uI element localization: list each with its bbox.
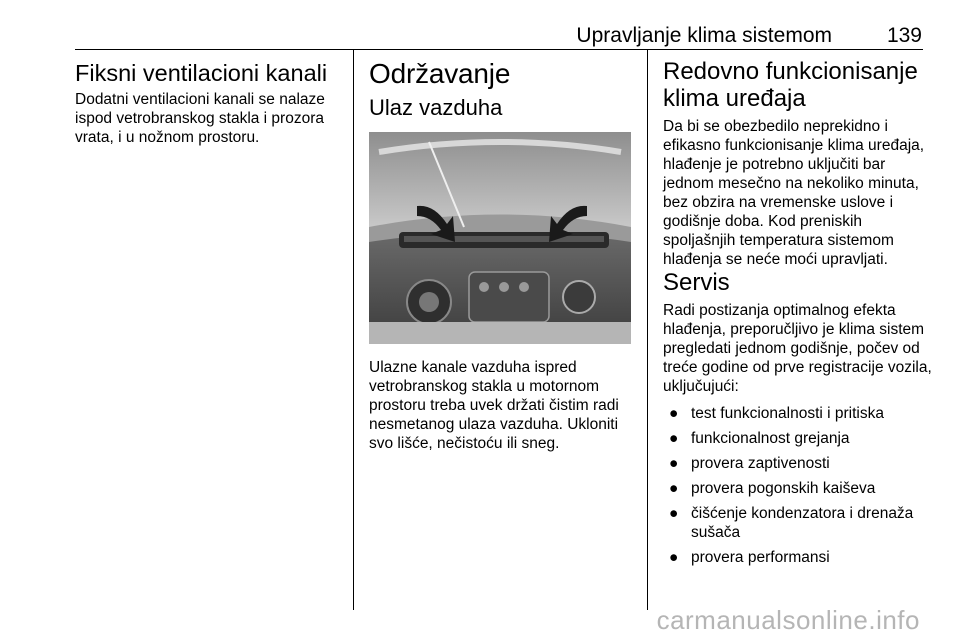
- column-divider-2: [647, 50, 648, 610]
- list-item: ● čišćenje kondenzatora i drenaža sušača: [669, 505, 914, 541]
- section-heading-regular-operation: Redovno funkcionisanje klima uređaja: [663, 58, 918, 112]
- bullet-icon: ●: [669, 480, 679, 497]
- section-heading-fixed-vents: Fiksni ventilacioni kanali: [75, 60, 328, 86]
- column-divider-1: [353, 50, 354, 610]
- service-text: Radi postizanja optimalnog efekta hlađenja, preporučljivo je klima sistem pregledati jednom godišnje, počev od treće godine od prve registracije vozila, uključujući:: [663, 302, 932, 395]
- engine-bay-photo: [369, 132, 631, 344]
- section-heading-service: Servis: [663, 269, 730, 296]
- header-divider: [75, 49, 923, 50]
- watermark: carmanualsonline.info: [656, 605, 920, 635]
- regular-operation-text: Da bi se obezbedilo neprekidno i efikasno funkcionisanje klima uređaja, hlađenje je potrebno uključiti bar jednom mesečno na nekoliko minuta, bez obzira na vremenske uslove i godišnje doba. Kod preniskih spoljašnjih temperatura sistemom hlađenja se neće moći upravljati.: [663, 118, 925, 268]
- bullet-icon: ●: [669, 455, 679, 472]
- list-item: ● provera pogonskih kaiševa: [669, 480, 876, 497]
- bullet-icon: ●: [669, 405, 679, 422]
- bullet-icon: ●: [669, 505, 679, 522]
- subheading-air-intake: Ulaz vazduha: [369, 95, 503, 120]
- page-number: 139: [886, 24, 922, 47]
- list-item: ● provera performansi: [669, 549, 830, 566]
- list-item: ● test funkcionalnosti i pritiska: [669, 405, 884, 422]
- column-3: [663, 58, 933, 573]
- fixed-vents-text: Dodatni ventilacioni kanali se nalaze ispod vetrobranskog stakla i prozora vrata, i u nožnom prostoru.: [75, 91, 325, 146]
- list-item: ● funkcionalnost grejanja: [669, 430, 850, 447]
- air-intake-text: Ulazne kanale vazduha ispred vetrobranskog stakla u motornom prostoru treba uvek držati čistim radi nesmetanog ulaza vazduha. Ukloniti svo lišće, nečistoću ili sneg.: [369, 359, 619, 452]
- list-item: ● provera zaptivenosti: [669, 455, 830, 472]
- column-2: [369, 58, 635, 453]
- bullet-icon: ●: [669, 430, 679, 447]
- service-checklist: [663, 404, 933, 567]
- section-heading-maintenance: Održavanje: [369, 58, 511, 89]
- running-header-title: Upravljanje klima sistemom: [576, 24, 832, 47]
- bullet-icon: ●: [669, 549, 679, 566]
- column-1: [75, 58, 345, 147]
